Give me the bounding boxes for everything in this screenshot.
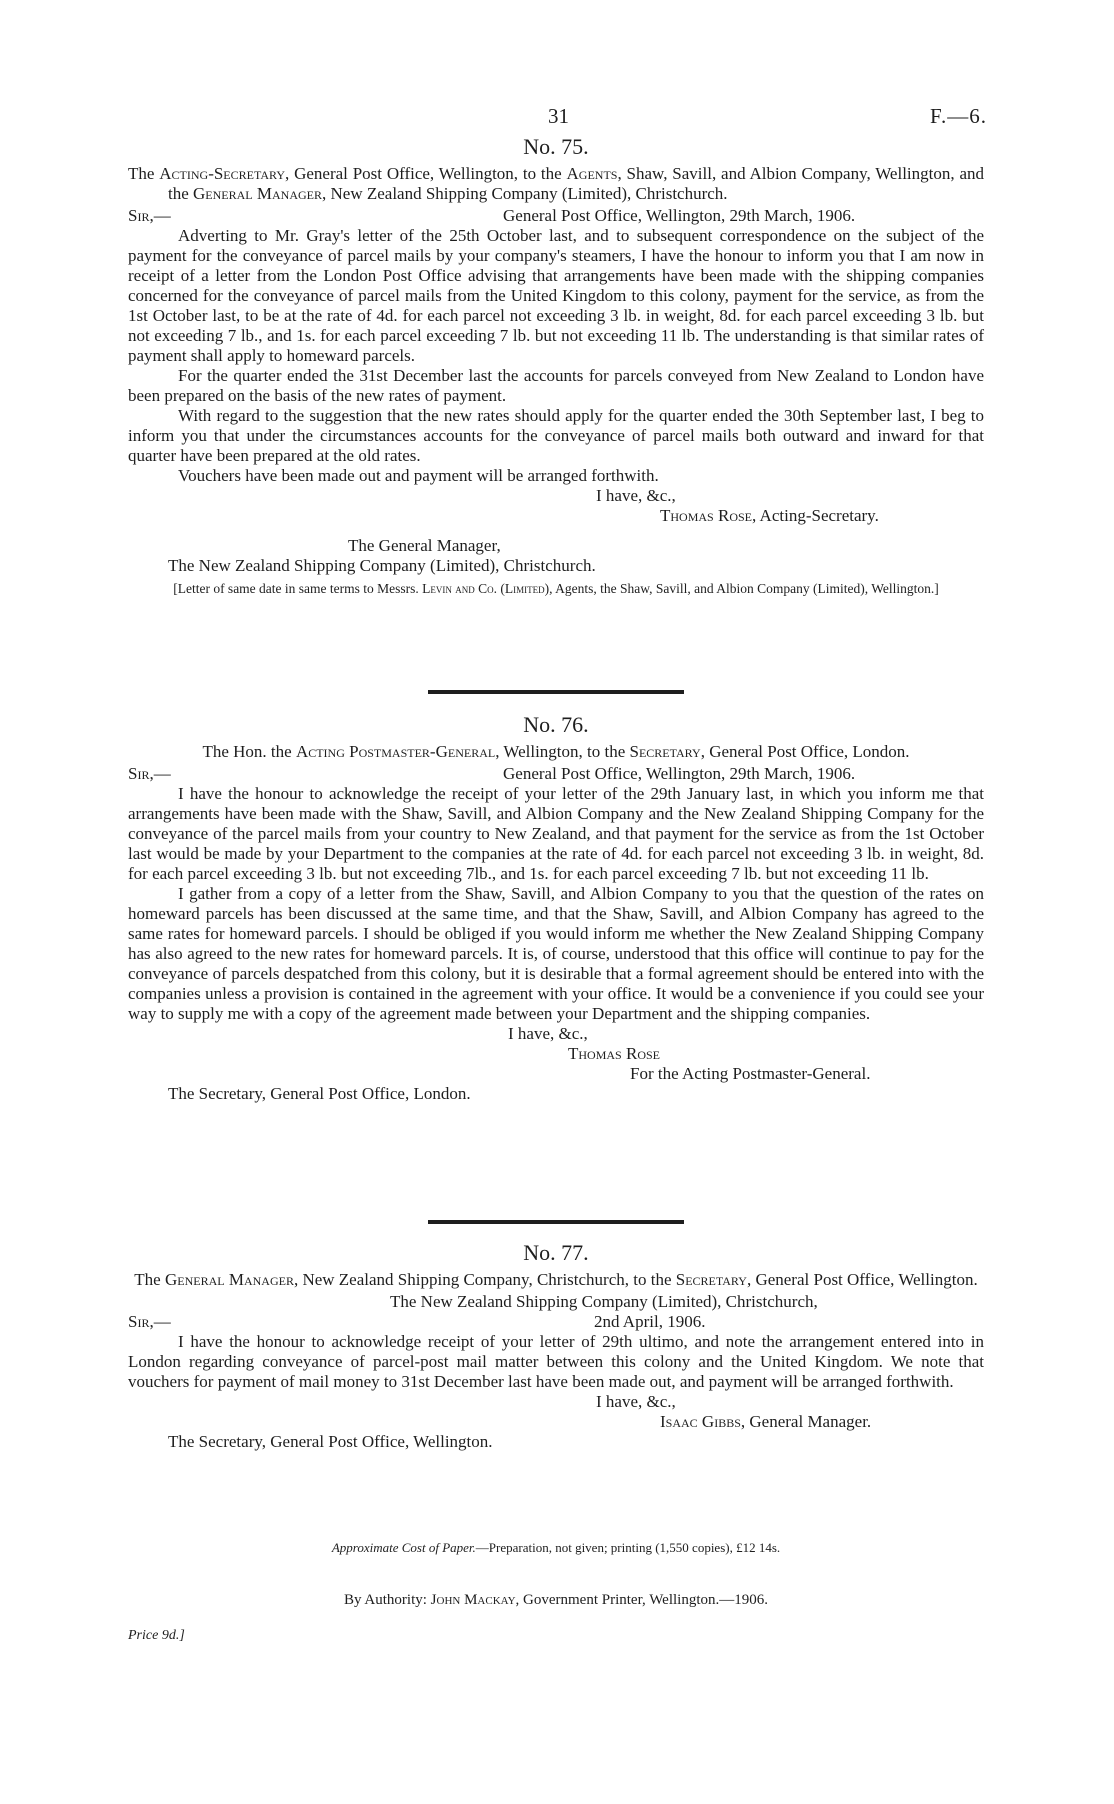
letter-paragraph: For the quarter ended the 31st December last the accounts for parcels conveyed from New Zealand to London have been prepared on the basis of the new rates of payment. xyxy=(128,366,984,405)
letter-paragraph: Vouchers have been made out and payment will be arranged forthwith. xyxy=(178,466,659,485)
signer-name: Thomas Rose xyxy=(568,1044,660,1063)
letter-number: No. 76. xyxy=(523,712,589,737)
addressee: The Secretary, General Post Office, Wellington. xyxy=(168,1432,493,1451)
letter-number: No. 77. xyxy=(523,1240,589,1265)
salutation: Sir,— xyxy=(128,206,171,225)
salutation-row xyxy=(128,764,984,784)
salutation: Sir,— xyxy=(128,1312,171,1331)
place-line: The New Zealand Shipping Company (Limited), Christchurch, xyxy=(390,1292,818,1311)
document-reference: F.—6. xyxy=(930,104,987,128)
signature xyxy=(128,1412,984,1432)
addressee: The General Manager, xyxy=(348,536,501,555)
salutation: Sir,— xyxy=(128,764,171,783)
letter-paragraph: Adverting to Mr. Gray's letter of the 25th October last, and to subsequent correspondence on the subject of the payment for the conveyance of parcel mails by your company's steamers, I have the honour to inform you that I am now in receipt of a letter from the London Post Office advising that arrangements have been made with the shipping companies concerned for the conveyance of parcel mails from the United Kingdom to this colony, payment for the service, as from the 1st October last, to be at the rate of 4d. for each parcel not exceeding 3 lb. in weight, 8d. for each parcel exceeding 3 lb. but not exceeding 7 lb., and 1s. for each parcel exceeding 7 lb. but not exceeding 11 lb. The understanding is that similar rates of payment shall apply to homeward parcels. xyxy=(128,226,984,365)
signer-name: Thomas Rose xyxy=(660,506,752,525)
addressee: The New Zealand Shipping Company (Limited), Christchurch. xyxy=(168,556,596,575)
signer-title: , General Manager. xyxy=(740,1412,872,1431)
signer-name: Isaac Gibbs xyxy=(660,1412,741,1431)
letter-75 xyxy=(128,134,984,597)
letter-address: The Acting-Secretary, General Post Office, Wellington, to the Agents, Shaw, Savill, and Albion Company, Wellington, and the General Manager, New Zealand Shipping Company (Limited), Christchurch. xyxy=(128,164,984,203)
place-date: General Post Office, Wellington, 29th March, 1906. xyxy=(503,206,856,225)
closing: I have, &c., xyxy=(596,486,676,505)
place-date: General Post Office, Wellington, 29th March, 1906. xyxy=(503,764,856,783)
page-number: 31 xyxy=(548,104,569,128)
letter-number: No. 75. xyxy=(523,134,589,159)
printer-imprint: By Authority: John Mackay, Government Printer, Wellington.—1906. xyxy=(343,1592,768,1608)
closing: I have, &c., xyxy=(508,1024,588,1043)
letter-paragraph: With regard to the suggestion that the new rates should apply for the quarter ended the 30th September last, I beg to inform you that under the circumstances accounts for the conveyance of parcel mails both outward and inward for that quarter have been prepared at the old rates. xyxy=(128,406,984,465)
letter-76 xyxy=(128,712,984,1104)
signer-title: , Acting-Secretary. xyxy=(752,506,879,525)
closing: I have, &c., xyxy=(596,1392,676,1411)
letter-paragraph: I gather from a copy of a letter from the Shaw, Savill, and Albion Company to you that the question of the rates on homeward parcels has been discussed at the same time, and that the Shaw, Savill, and Albion Company has agreed to the same rates for homeward parcels. I should be obliged if you would inform me whether the New Zealand Shipping Company has also agreed to the new rates for homeward parcels. It is, of course, understood that this office will continue to pay for the conveyance of parcels despatched from this colony, but it is desirable that a formal agreement should be entered into with the companies unless a provision is contained in the agreement with your office. It would be a convenience if you could see your way to supply me with a copy of the agreement made between your Department and the shipping companies. xyxy=(128,884,984,1023)
letter-paragraph: I have the honour to acknowledge the receipt of your letter of the 29th January last, in which you inform me that arrangements have been made with the Shaw, Savill, and Albion Company and the New Zealand Shipping Company for the conveyance of the parcel mails from your country to New Zealand, and that payment for the service as from the 1st October last would be made by your Department to the companies at the rate of 4d. for each parcel not exceeding 3 lb. in weight, 8d. for each parcel exceeding 3 lb. but not exceeding 7lb., and 1s. for each parcel exceeding 7 lb. but not exceeding 11 lb. xyxy=(128,784,984,883)
price-note: Price 9d.] xyxy=(128,1628,185,1643)
signature xyxy=(128,506,984,526)
salutation-row xyxy=(128,206,984,226)
letter-paragraph: I have the honour to acknowledge receipt of your letter of 29th ultimo, and note the arrangement entered into in London regarding conveyance of parcel-post mail matter between this colony and the United Kingdom. We note that vouchers for payment of mail money to 31st December last have been made out, and payment will be arranged forthwith. xyxy=(128,1332,984,1391)
place-date: 2nd April, 1906. xyxy=(594,1312,706,1331)
letter-address: The Hon. the Acting Postmaster-General, Wellington, to the Secretary, General Post Office, London. xyxy=(202,742,910,761)
letter-address: The General Manager, New Zealand Shipping Company, Christchurch, to the Secretary, General Post Office, Wellington. xyxy=(134,1270,978,1289)
editorial-note: [Letter of same date in same terms to Messrs. Levin and Co. (Limited), Agents, the Shaw, Savill, and Albion Company (Limited), Wellington.] xyxy=(173,581,939,596)
section-divider xyxy=(428,1220,684,1224)
addressee: The Secretary, General Post Office, London. xyxy=(168,1084,471,1103)
cost-note: Approximate Cost of Paper.—Preparation, not given; printing (1,550 copies), £12 14s. xyxy=(331,1540,781,1555)
letter-77 xyxy=(128,1240,984,1452)
signer-title: For the Acting Postmaster-General. xyxy=(630,1064,871,1083)
section-divider xyxy=(428,690,684,694)
salutation-row xyxy=(128,1312,984,1332)
